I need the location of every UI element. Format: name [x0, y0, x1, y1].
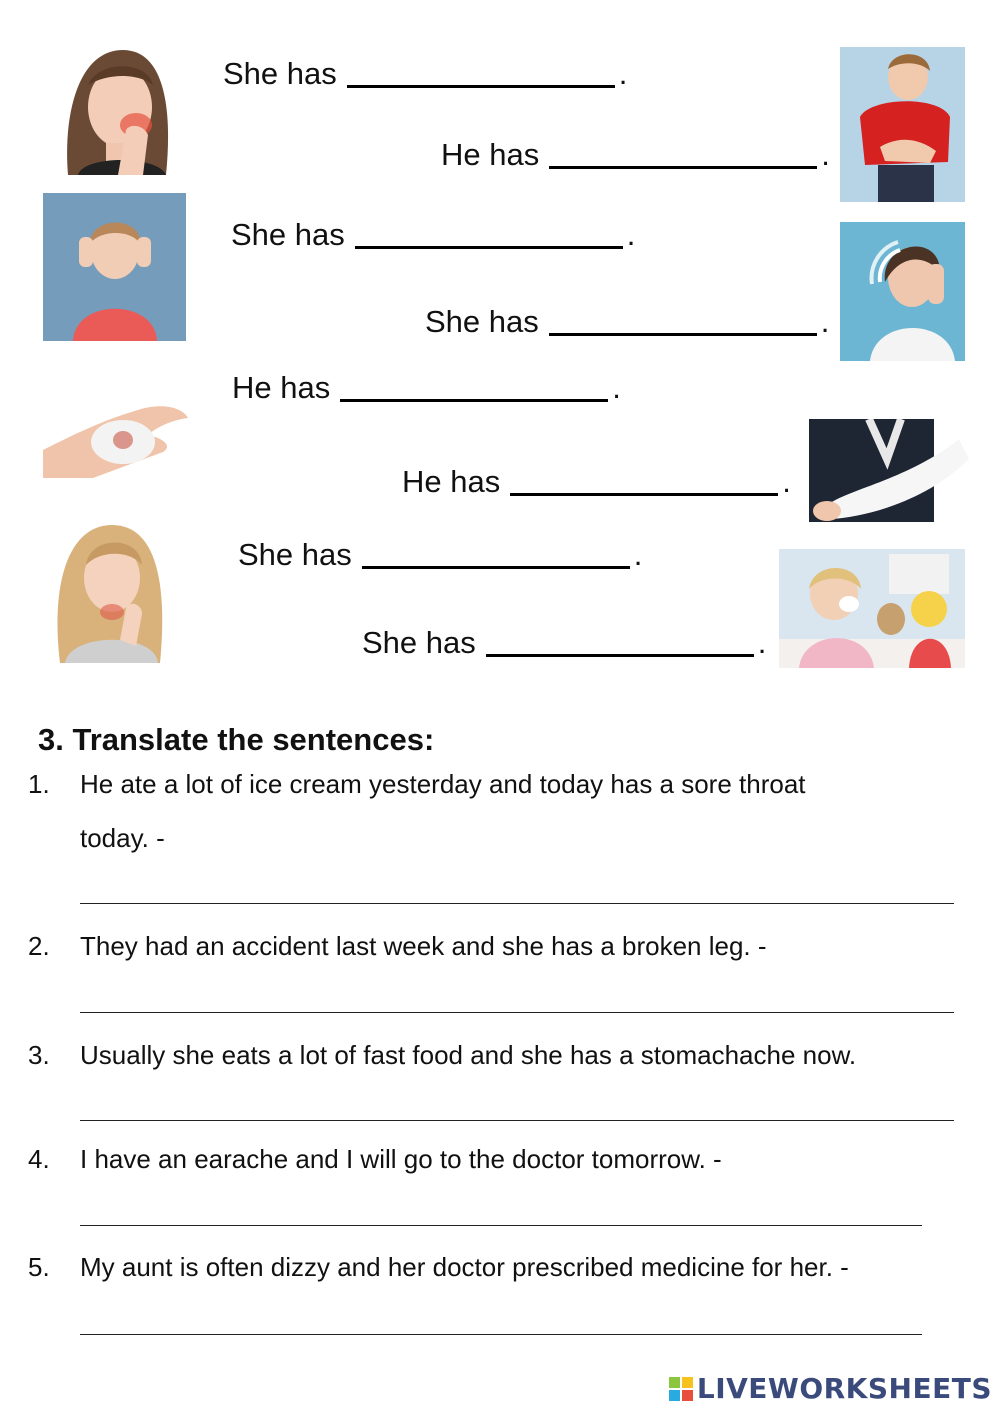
- answer-blank[interactable]: [549, 165, 817, 169]
- answer-blank[interactable]: [510, 492, 778, 496]
- sentence-subject: She has: [362, 625, 476, 660]
- fill-sentence-2: He has .: [441, 137, 830, 172]
- sore-throat-girl-image: [50, 520, 170, 663]
- sentence-subject: She has: [231, 217, 345, 252]
- sentence-subject: She has: [238, 537, 352, 572]
- answer-line[interactable]: [80, 1012, 954, 1013]
- earache-woman-image: [840, 222, 965, 361]
- sentence-subject: She has: [223, 56, 337, 91]
- fill-sentence-7: She has .: [238, 537, 643, 572]
- sentence-subject: She has: [425, 304, 539, 339]
- answer-blank[interactable]: [340, 398, 608, 402]
- list-item: 2. They had an accident last week and she has a broken leg. -: [28, 931, 767, 961]
- fill-sentence-5: He has .: [232, 370, 621, 405]
- liveworksheets-logo-icon: [669, 1377, 693, 1401]
- liveworksheets-logo: [669, 1372, 992, 1405]
- headache-girl-image: [43, 193, 186, 341]
- fill-sentence-3: She has .: [231, 217, 636, 252]
- answer-line[interactable]: [80, 1120, 954, 1121]
- list-item: 1. He ate a lot of ice cream yesterday and today has a sore throat: [28, 769, 806, 799]
- list-item: 5. My aunt is often dizzy and her doctor prescribed medicine for her. -: [28, 1252, 849, 1282]
- cut-hand-image: [43, 380, 193, 480]
- answer-blank[interactable]: [362, 565, 630, 569]
- sentence-subject: He has: [441, 137, 540, 172]
- cold-girl-image: [779, 549, 965, 668]
- answer-line[interactable]: [80, 1225, 922, 1226]
- answer-blank[interactable]: [486, 653, 754, 657]
- answer-line[interactable]: [80, 903, 954, 904]
- answer-blank[interactable]: [347, 84, 615, 88]
- sentence-subject: He has: [402, 464, 501, 499]
- fill-sentence-4: She has .: [425, 304, 830, 339]
- fill-sentence-8: She has .: [362, 625, 767, 660]
- toothache-woman-image: [48, 45, 178, 175]
- answer-blank[interactable]: [355, 245, 623, 249]
- broken-arm-image: [809, 419, 969, 522]
- list-item-continuation: today. -: [80, 823, 165, 853]
- list-item: 3. Usually she eats a lot of fast food and she has a stomachache now.: [28, 1040, 857, 1070]
- stomachache-boy-image: [840, 47, 965, 202]
- sentence-subject: He has: [232, 370, 331, 405]
- fill-sentence-6: He has .: [402, 464, 791, 499]
- brand-name: LIVEWORKSHEETS: [696, 1372, 992, 1405]
- fill-sentence-1: She has .: [223, 56, 628, 91]
- section-title: 3. Translate the sentences:: [38, 722, 435, 757]
- list-item: 4. I have an earache and I will go to the doctor tomorrow. -: [28, 1144, 722, 1174]
- answer-line[interactable]: [80, 1334, 922, 1335]
- answer-blank[interactable]: [549, 332, 817, 336]
